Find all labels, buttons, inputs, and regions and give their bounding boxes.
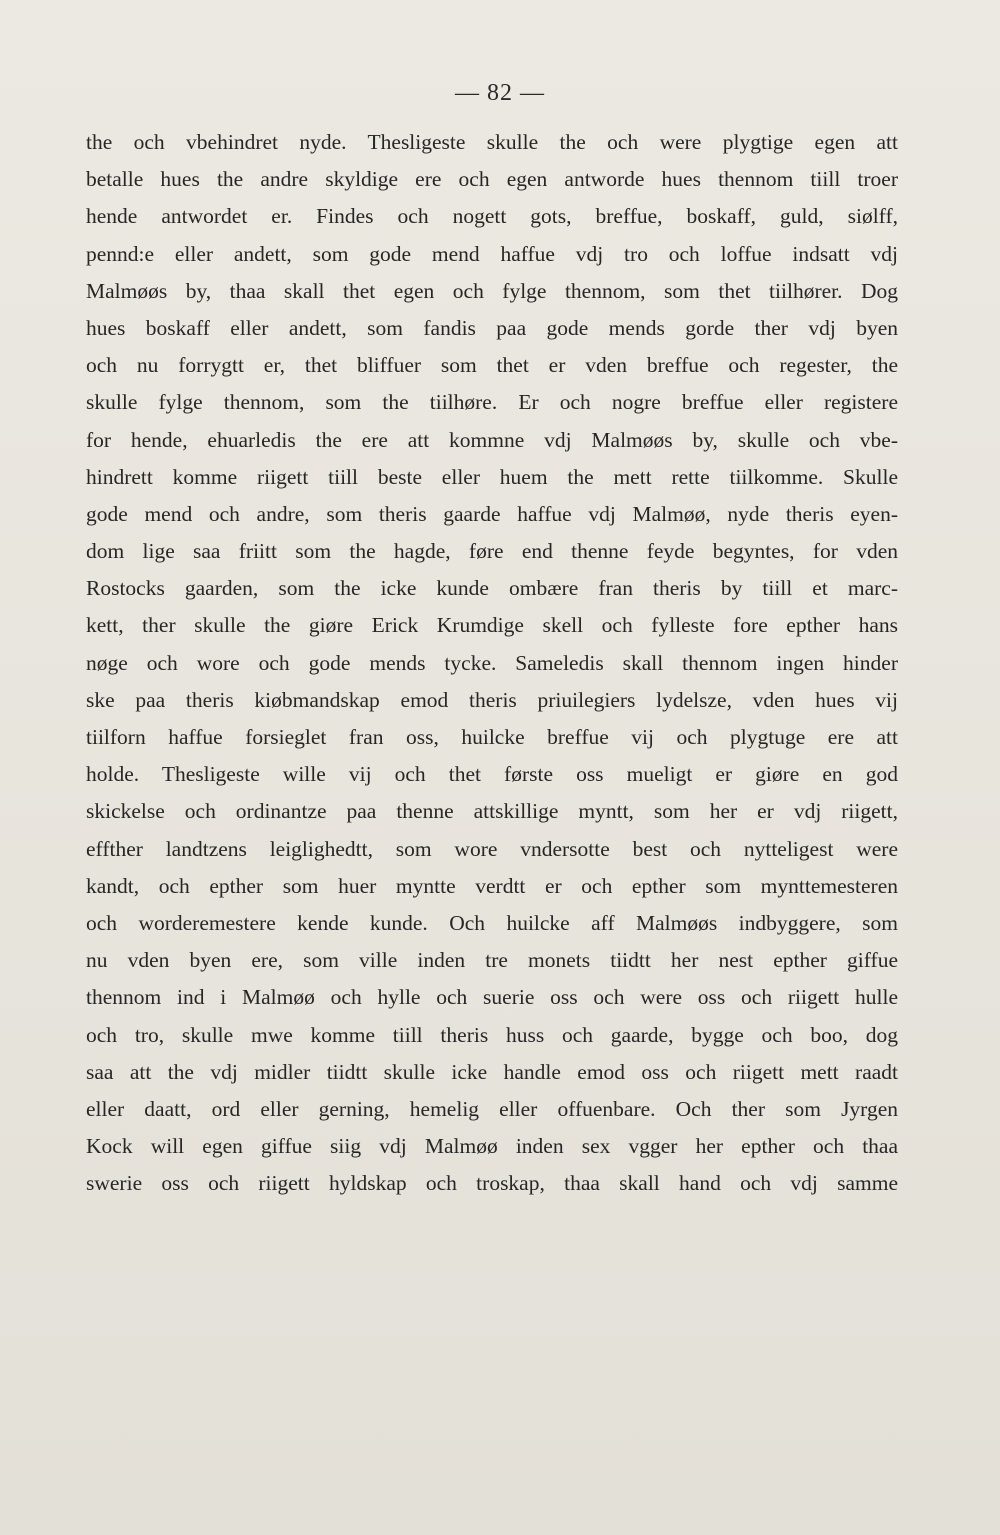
- text-line: skickelse och ordinantze paa thenne attskillige myntt, som her er vdj riigett,: [86, 799, 898, 824]
- text-line: the och vbehindret nyde. Thesligeste skulle the och were plygtige egen att: [86, 130, 898, 154]
- text-line: pennd:e eller andett, som gode mend haffue vdj tro och loffue indsatt vdj: [86, 241, 898, 266]
- text-line: thennom ind i Malmøø och hylle och suerie oss och were oss och riigett hulle: [86, 985, 898, 1010]
- text-line: ske paa theris kiøbmandskap emod theris priuilegiers lydelsze, vden hues vij: [86, 687, 898, 712]
- text-line: tiilforn haffue forsieglet fran oss, huilcke breffue vij och plygtuge ere att: [86, 725, 898, 749]
- page-number: — 82 —: [455, 80, 545, 106]
- text-line: och nu forrygtt er, thet bliffuer som thet er vden breffue och regester, the: [86, 353, 898, 378]
- text-line: effther landtzens leiglighedtt, som wore vndersotte best och nytteligest were: [86, 836, 898, 861]
- text-line: hues boskaff eller andett, som fandis paa gode mends gorde ther vdj byen: [86, 315, 898, 340]
- text-line: betalle hues the andre skyldige ere och egen antworde hues thennom tiill troer: [86, 167, 898, 192]
- text-line: nu vden byen ere, som ville inden tre monets tiidtt her nest epther giffue: [86, 948, 898, 973]
- text-line: skulle fylge thennom, som the tiilhøre. Er och nogre breffue eller registere: [86, 390, 898, 415]
- text-line: saa att the vdj midler tiidtt skulle icke handle emod oss och riigett mett raadt: [86, 1059, 898, 1084]
- text-line: swerie oss och riigett hyldskap och troskap, thaa skall hand och vdj samme: [86, 1171, 898, 1196]
- text-line: nøge och wore och gode mends tycke. Sameledis skall thennom ingen hinder: [86, 650, 898, 675]
- text-line: dom lige saa friitt som the hagde, føre end thenne feyde begyntes, for vden: [86, 539, 898, 564]
- text-line: Malmøøs by, thaa skall thet egen och fylge thennom, som thet tiilhører. Dog: [86, 278, 898, 303]
- text-line: hindrett komme riigett tiill beste eller huem the mett rette tiilkomme. Skulle: [86, 464, 898, 489]
- text-line: kett, ther skulle the giøre Erick Krumdige skell och fylleste fore epther hans: [86, 613, 898, 638]
- body-text: [86, 124, 898, 1202]
- text-line: hende antwordet er. Findes och nogett gots, breffue, boskaff, guld, siølff,: [86, 204, 898, 229]
- text-line: kandt, och epther som huer myntte verdtt er och epther som mynttemesteren: [86, 873, 898, 898]
- text-line: och worderemestere kende kunde. Och huilcke aff Malmøøs indbyggere, som: [86, 910, 898, 935]
- text-line: for hende, ehuarledis the ere att kommne vdj Malmøøs by, skulle och vbe-: [86, 427, 898, 452]
- text-line: gode mend och andre, som theris gaarde haffue vdj Malmøø, nyde theris eyen-: [86, 501, 898, 526]
- text-line: holde. Thesligeste wille vij och thet første oss mueligt er giøre en god: [86, 762, 898, 787]
- text-line: eller daatt, ord eller gerning, hemelig eller offuenbare. Och ther som Jyrgen: [86, 1096, 898, 1121]
- text-line: Rostocks gaarden, som the icke kunde ombære fran theris by tiill et marc-: [86, 576, 898, 601]
- text-line: Kock will egen giffue siig vdj Malmøø inden sex vgger her epther och thaa: [86, 1134, 898, 1159]
- text-line: och tro, skulle mwe komme tiill theris huss och gaarde, bygge och boo, dog: [86, 1022, 898, 1047]
